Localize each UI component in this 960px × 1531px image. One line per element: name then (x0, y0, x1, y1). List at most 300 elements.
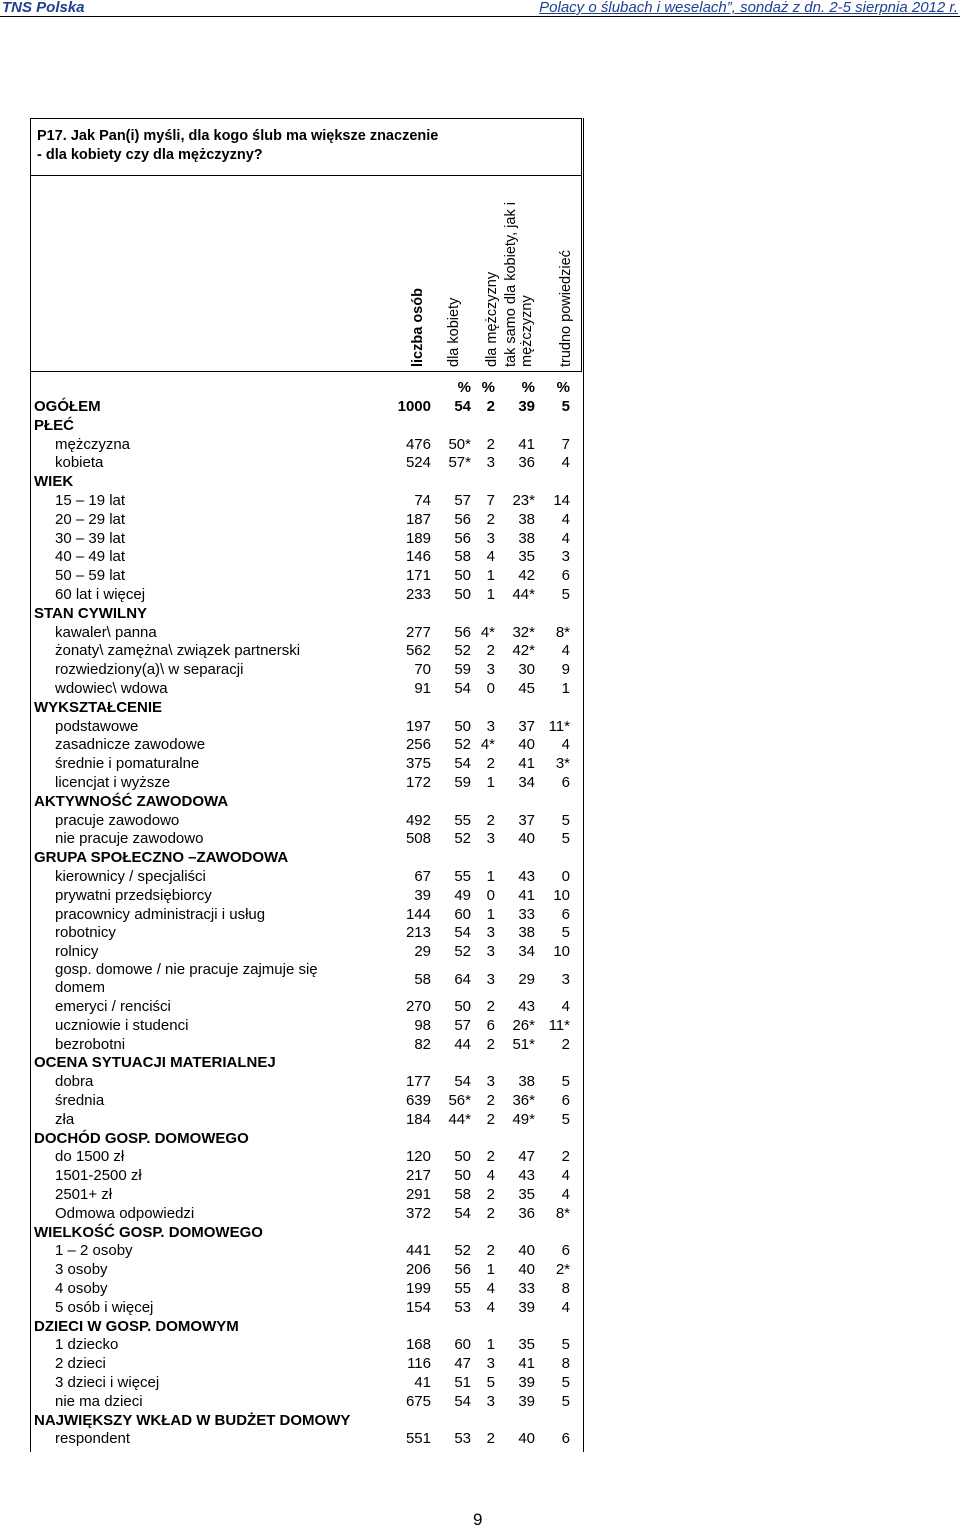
percent-cell: 5 (561, 1336, 570, 1354)
table-row (30, 997, 582, 1016)
percent-cell: 1 (486, 567, 495, 585)
percent-cell: 60 (454, 1336, 471, 1354)
percent-cell: 52 (454, 642, 471, 660)
count-cell: 639 (405, 1092, 431, 1109)
row-label: prywatni przedsiębiorcy (55, 886, 212, 904)
percent-cell: 6 (561, 1242, 570, 1260)
percent-cell: 34 (518, 943, 535, 961)
row-label: dobra (55, 1073, 94, 1091)
row-label: do 1500 zł (55, 1148, 125, 1166)
percent-sign: % (556, 379, 570, 396)
percent-cell: 6 (561, 905, 570, 923)
row-label: mężczyzna (55, 435, 131, 453)
percent-cell: 56* (448, 1092, 471, 1109)
percent-cell: 3 (486, 924, 495, 942)
category-row (30, 416, 582, 435)
percent-cell: 53 (454, 1298, 471, 1316)
page-header (0, 0, 960, 17)
percent-cell: 47 (518, 1148, 535, 1166)
percent-cell: 54 (454, 1204, 471, 1222)
percent-cell: 23* (512, 492, 535, 509)
percent-cell: 44* (512, 586, 535, 603)
percent-cell: 5 (561, 586, 570, 603)
percent-cell: 1 (561, 680, 570, 697)
row-label: respondent (55, 1430, 131, 1448)
row-label: GRUPA SPOŁECZNO –ZAWODOWA (34, 849, 289, 867)
count-cell: 29 (414, 943, 431, 961)
percent-cell: 5 (561, 398, 570, 415)
percent-cell: 8 (561, 1280, 570, 1297)
percent-cell: 1 (486, 1336, 495, 1354)
percent-cell: 7 (486, 492, 495, 509)
count-cell: 206 (405, 1261, 431, 1279)
row-label: rozwiedziony(a)\ w separacji (55, 661, 244, 679)
table-row (30, 1354, 582, 1373)
percent-cell: 40 (518, 1430, 535, 1448)
row-label: 40 – 49 lat (55, 548, 126, 566)
percent-cell: 14 (553, 492, 570, 509)
table-row (30, 1279, 582, 1298)
table-row (30, 811, 582, 830)
row-label: 1 – 2 osoby (55, 1242, 133, 1260)
percent-cell: 43 (518, 998, 535, 1015)
column-header-women: dla kobiety (446, 297, 462, 367)
category-row (30, 698, 582, 717)
count-cell: 120 (405, 1148, 431, 1166)
count-cell: 116 (407, 1355, 431, 1373)
percent-cell: 4 (561, 736, 570, 754)
percent-cell: 64 (454, 971, 471, 988)
percent-cell: 57* (448, 454, 471, 472)
percent-cell: 44* (448, 1110, 471, 1128)
row-label: WIELKOŚĆ GOSP. DOMOWEGO (34, 1223, 263, 1241)
count-cell: 74 (414, 492, 431, 509)
percent-cell: 35 (518, 1186, 535, 1203)
row-label: zasadnicze zawodowe (55, 736, 206, 754)
percent-cell: 4 (561, 510, 570, 528)
percent-cell: 11* (548, 717, 570, 735)
count-cell: 217 (405, 1167, 431, 1185)
percent-cell: 2 (486, 398, 495, 415)
table-row (30, 1335, 582, 1354)
count-cell: 82 (414, 1035, 431, 1053)
percent-cell: 45 (518, 680, 535, 697)
percent-cell: 56 (454, 529, 471, 547)
count-cell: 375 (405, 755, 431, 773)
question-line-2: - dla kobiety czy dla mężczyzny? (37, 147, 263, 163)
percent-cell: 56 (454, 623, 471, 641)
table-row (30, 435, 582, 454)
percent-cell: 57 (454, 492, 471, 509)
percent-cell: 2 (486, 1148, 495, 1166)
table-row (30, 1016, 582, 1035)
percent-cell: 39 (518, 1392, 535, 1410)
row-label: robotnicy (55, 924, 116, 942)
row-label: DZIECI W GOSP. DOMOWYM (34, 1317, 239, 1335)
percent-cell: 52 (454, 1242, 471, 1260)
row-label: kawaler\ panna (55, 623, 157, 641)
percent-cell: 37 (518, 717, 535, 735)
percent-cell: 6 (486, 1016, 495, 1034)
percent-cell: 35 (518, 548, 535, 566)
row-label: podstawowe (55, 717, 139, 735)
question-line-1: P17. Jak Pan(i) myśli, dla kogo ślub ma większe znaczenie (37, 128, 439, 144)
row-label: AKTYWNOŚĆ ZAWODOWA (34, 792, 229, 810)
table-row (30, 961, 582, 997)
column-header-both-line2: mężczyzny (519, 295, 535, 367)
row-label: PŁEĆ (34, 416, 75, 434)
row-label: pracownicy administracji i usług (55, 905, 266, 923)
percent-cell: 3 (486, 529, 495, 547)
row-label: bezrobotni (55, 1035, 126, 1053)
percent-cell: 51* (512, 1035, 535, 1053)
percent-cell: 4 (486, 1167, 495, 1185)
percent-sign: % (457, 379, 471, 396)
row-label: 3 osoby (55, 1261, 108, 1279)
table-row (30, 1110, 582, 1129)
percent-cell: 55 (454, 868, 471, 885)
row-label: STAN CYWILNY (34, 604, 148, 622)
count-cell: 91 (414, 680, 431, 697)
percent-cell: 37 (518, 811, 535, 829)
row-label: 3 dzieci i więcej (55, 1374, 160, 1391)
row-label: OCENA SYTUACJI MATERIALNEJ (34, 1054, 276, 1072)
percent-cell: 11* (548, 1016, 570, 1034)
percent-cell: 50 (454, 998, 471, 1015)
percent-cell: 4 (561, 529, 570, 547)
count-cell: 41 (414, 1374, 431, 1391)
count-cell: 144 (405, 905, 431, 923)
table-row (30, 547, 582, 566)
percent-cell: 6 (561, 1430, 570, 1448)
row-label: WIEK (34, 473, 74, 491)
percent-cell: 40 (518, 1261, 535, 1279)
count-cell: 168 (405, 1336, 431, 1354)
percent-cell: 2 (486, 1430, 495, 1448)
percent-cell: 56 (454, 1261, 471, 1279)
percent-cell: 2 (486, 998, 495, 1015)
percent-cell: 50 (454, 717, 471, 735)
table-row (30, 867, 582, 886)
percent-cell: 40 (518, 1242, 535, 1260)
table-row (30, 660, 582, 679)
percent-cell: 39 (518, 1298, 535, 1316)
row-label: 15 – 19 lat (55, 492, 126, 509)
table-row (30, 1204, 582, 1223)
count-cell: 177 (405, 1073, 431, 1091)
percent-cell: 0 (486, 680, 495, 697)
percent-cell: 32* (512, 623, 535, 641)
count-cell: 213 (405, 924, 431, 942)
count-cell: 189 (405, 529, 431, 547)
count-cell: 256 (405, 736, 431, 754)
percent-cell: 4 (561, 1298, 570, 1316)
percent-cell: 54 (454, 924, 471, 942)
row-label: WYKSZTAŁCENIE (34, 698, 163, 716)
percent-cell: 0 (486, 886, 495, 904)
percent-cell: 58 (454, 548, 471, 566)
percent-cell: 59 (454, 661, 471, 679)
row-label: 2 dzieci (55, 1355, 106, 1373)
count-cell: 277 (405, 623, 431, 641)
percent-cell: 54 (454, 755, 471, 773)
percent-cell: 55 (454, 811, 471, 829)
count-cell: 291 (405, 1186, 431, 1203)
count-cell: 184 (405, 1110, 431, 1128)
row-label: gosp. domowe / nie pracuje zajmuje się domem (55, 961, 318, 996)
percent-cell: 2 (486, 1242, 495, 1260)
row-label: uczniowie i studenci (55, 1016, 189, 1034)
row-label: emeryci / renciści (55, 998, 171, 1015)
category-row (30, 1223, 582, 1242)
percent-cell: 4 (561, 998, 570, 1015)
percent-cell: 6 (561, 1092, 570, 1109)
percent-cell: 3* (555, 755, 570, 773)
row-label: nie pracuje zawodowo (55, 830, 204, 848)
table-row (30, 491, 582, 510)
row-label: licencjat i wyższe (55, 774, 171, 791)
percent-cell: 4 (561, 642, 570, 660)
percent-cell: 50 (454, 586, 471, 603)
row-label: 50 – 59 lat (55, 567, 126, 585)
percent-cell: 0 (561, 868, 570, 885)
percent-cell: 40 (518, 736, 535, 754)
page-number: 9 (473, 1510, 483, 1529)
row-label: rolnicy (55, 943, 99, 961)
percent-cell: 55 (454, 1280, 471, 1297)
total-row (30, 397, 582, 416)
table-row (30, 1373, 582, 1392)
category-row (30, 1317, 582, 1336)
percent-cell: 36 (518, 454, 535, 472)
percent-cell: 41 (518, 755, 535, 773)
percent-cell: 5 (561, 811, 570, 829)
table-row (30, 529, 582, 548)
percent-cell: 5 (561, 830, 570, 848)
category-row (30, 792, 582, 811)
count-cell: 524 (405, 454, 431, 472)
row-label: 20 – 29 lat (55, 510, 126, 528)
row-label: pracuje zawodowo (55, 811, 180, 829)
table-row (30, 1298, 582, 1317)
percent-sign: % (521, 379, 535, 396)
count-cell: 492 (405, 811, 431, 829)
table-row (30, 566, 582, 585)
percent-cell: 36 (518, 1204, 535, 1222)
category-row (30, 604, 582, 623)
count-cell: 551 (405, 1430, 431, 1448)
percent-cell: 2 (486, 1186, 495, 1203)
percent-cell: 1 (486, 774, 495, 791)
percent-cell: 5 (561, 924, 570, 942)
count-cell: 154 (405, 1298, 431, 1316)
row-label: 1 dziecko (55, 1336, 119, 1354)
column-header-both-line1: tak samo dla kobiety, jak i (503, 202, 519, 367)
percent-cell: 58 (454, 1186, 471, 1203)
category-row (30, 1053, 582, 1072)
percent-cell: 54 (454, 1392, 471, 1410)
percent-cell: 39 (518, 1374, 535, 1391)
count-cell: 58 (414, 971, 431, 988)
row-label: NAJWIĘKSZY WKŁAD W BUDŻET DOMOWY (34, 1411, 351, 1429)
percent-cell: 30 (518, 661, 535, 679)
percent-cell: 52 (454, 736, 471, 754)
count-cell: 70 (414, 661, 431, 679)
percent-cell: 2 (486, 642, 495, 660)
count-cell: 146 (405, 548, 431, 566)
count-cell: 441 (405, 1242, 431, 1260)
percent-cell: 2* (555, 1261, 570, 1279)
percent-cell: 33 (518, 905, 535, 923)
percent-cell: 5 (561, 1392, 570, 1410)
percent-cell: 38 (518, 529, 535, 547)
row-label: średnia (55, 1092, 105, 1109)
table-row (30, 1429, 582, 1448)
row-label: nie ma dzieci (55, 1392, 143, 1410)
table-row (30, 717, 582, 736)
category-row (30, 848, 582, 867)
percent-cell: 50 (454, 1167, 471, 1185)
row-label: wdowiec\ wdowa (55, 680, 168, 697)
row-label: 5 osób i więcej (55, 1298, 154, 1316)
percent-cell: 54 (454, 1073, 471, 1091)
percent-cell: 43 (518, 868, 535, 885)
percent-cell: 2 (561, 1148, 570, 1166)
percent-cell: 2 (486, 755, 495, 773)
count-cell: 199 (405, 1280, 431, 1297)
percent-cell: 3 (486, 1392, 495, 1410)
percent-cell: 4 (486, 1298, 495, 1316)
table-row (30, 453, 582, 472)
percent-cell: 52 (454, 943, 471, 961)
table-row (30, 754, 582, 773)
percent-cell: 42 (518, 567, 535, 585)
percent-cell: 2 (561, 1035, 570, 1053)
percent-cell: 4* (480, 623, 495, 641)
table-row (30, 510, 582, 529)
percent-cell: 38 (518, 924, 535, 942)
count-cell: 233 (405, 586, 431, 603)
percent-cell: 38 (518, 510, 535, 528)
table-row (30, 735, 582, 754)
row-label: kierownicy / specjaliści (55, 868, 206, 885)
table-row (30, 641, 582, 660)
table-row (30, 773, 582, 792)
category-row (30, 1411, 582, 1430)
percent-cell: 4 (561, 454, 570, 472)
percent-cell: 38 (518, 1073, 535, 1091)
percent-cell: 4 (561, 1167, 570, 1185)
percent-cell: 3 (486, 943, 495, 961)
percent-cell: 8* (555, 623, 570, 641)
percent-cell: 52 (454, 830, 471, 848)
count-cell: 270 (405, 998, 431, 1015)
table-row (30, 679, 582, 698)
row-label: 1501-2500 zł (55, 1167, 142, 1185)
percent-cell: 3 (486, 1355, 495, 1373)
percent-cell: 4* (480, 736, 495, 754)
row-label: średnie i pomaturalne (55, 755, 200, 773)
count-cell: 562 (405, 642, 431, 660)
percent-cell: 5 (561, 1374, 570, 1391)
percent-cell: 34 (518, 774, 535, 791)
table-row (30, 1241, 582, 1260)
percent-cell: 54 (454, 398, 471, 415)
percent-cell: 2 (486, 1092, 495, 1109)
percent-cell: 49 (454, 886, 471, 904)
percent-cell: 1 (486, 586, 495, 603)
row-label: OGÓŁEM (34, 398, 101, 415)
percent-cell: 2 (486, 811, 495, 829)
percent-cell: 3 (486, 830, 495, 848)
column-header-count: liczba osób (410, 288, 426, 367)
column-header-hard-to-say: trudno powiedzieć (558, 250, 574, 367)
percent-cell: 41 (518, 886, 535, 904)
count-cell: 1000 (397, 398, 431, 415)
count-cell: 675 (405, 1392, 431, 1410)
percent-cell: 2 (486, 1035, 495, 1053)
count-cell: 67 (414, 868, 431, 885)
row-label: 2501+ zł (55, 1186, 113, 1203)
row-label: kobieta (55, 454, 104, 472)
question-title (30, 118, 582, 176)
count-cell: 39 (414, 886, 431, 904)
percent-cell: 4 (561, 1186, 570, 1203)
count-cell: 98 (414, 1016, 431, 1034)
percent-cell: 5 (561, 1073, 570, 1091)
percent-cell: 1 (486, 868, 495, 885)
percent-cell: 33 (518, 1280, 535, 1297)
percent-cell: 6 (561, 774, 570, 791)
brand-name: TNS Polska (2, 0, 85, 16)
percent-cell: 3 (561, 548, 570, 566)
percent-cell: 4 (486, 1280, 495, 1297)
percent-cell: 6 (561, 567, 570, 585)
percent-cell: 41 (518, 435, 535, 453)
table-row (30, 1072, 582, 1091)
row-label: żonaty\ zamężna\ związek partnerski (55, 642, 301, 660)
percent-cell: 3 (486, 661, 495, 679)
row-label: zła (55, 1110, 75, 1128)
document-subtitle: Polacy o ślubach i weselach”, sondaż z dn. 2-5 sierpnia 2012 r. (539, 0, 958, 16)
table-row (30, 1091, 582, 1110)
percent-cell: 36* (512, 1092, 535, 1109)
percent-cell: 2 (486, 1110, 495, 1128)
table-row (30, 585, 582, 604)
table-row (30, 942, 582, 961)
column-header-both (503, 182, 535, 367)
percent-cell: 41 (518, 1355, 535, 1373)
percent-cell: 9 (561, 661, 570, 679)
percent-cell: 4 (486, 548, 495, 566)
percent-cell: 5 (486, 1374, 495, 1391)
percent-cell: 2 (486, 1204, 495, 1222)
count-cell: 508 (405, 830, 431, 848)
count-cell: 171 (405, 567, 431, 585)
percent-cell: 44 (454, 1035, 471, 1053)
percent-cell: 42* (512, 642, 535, 660)
count-cell: 476 (405, 435, 431, 453)
percent-cell: 29 (518, 971, 535, 988)
row-label: Odmowa odpowiedzi (55, 1204, 195, 1222)
percent-cell: 40 (518, 830, 535, 848)
percent-cell: 47 (454, 1355, 471, 1373)
percent-cell: 7 (561, 435, 570, 453)
percent-cell: 49* (512, 1110, 535, 1128)
percent-cell: 3 (486, 971, 495, 988)
table-row (30, 1166, 582, 1185)
table-row (30, 923, 582, 942)
